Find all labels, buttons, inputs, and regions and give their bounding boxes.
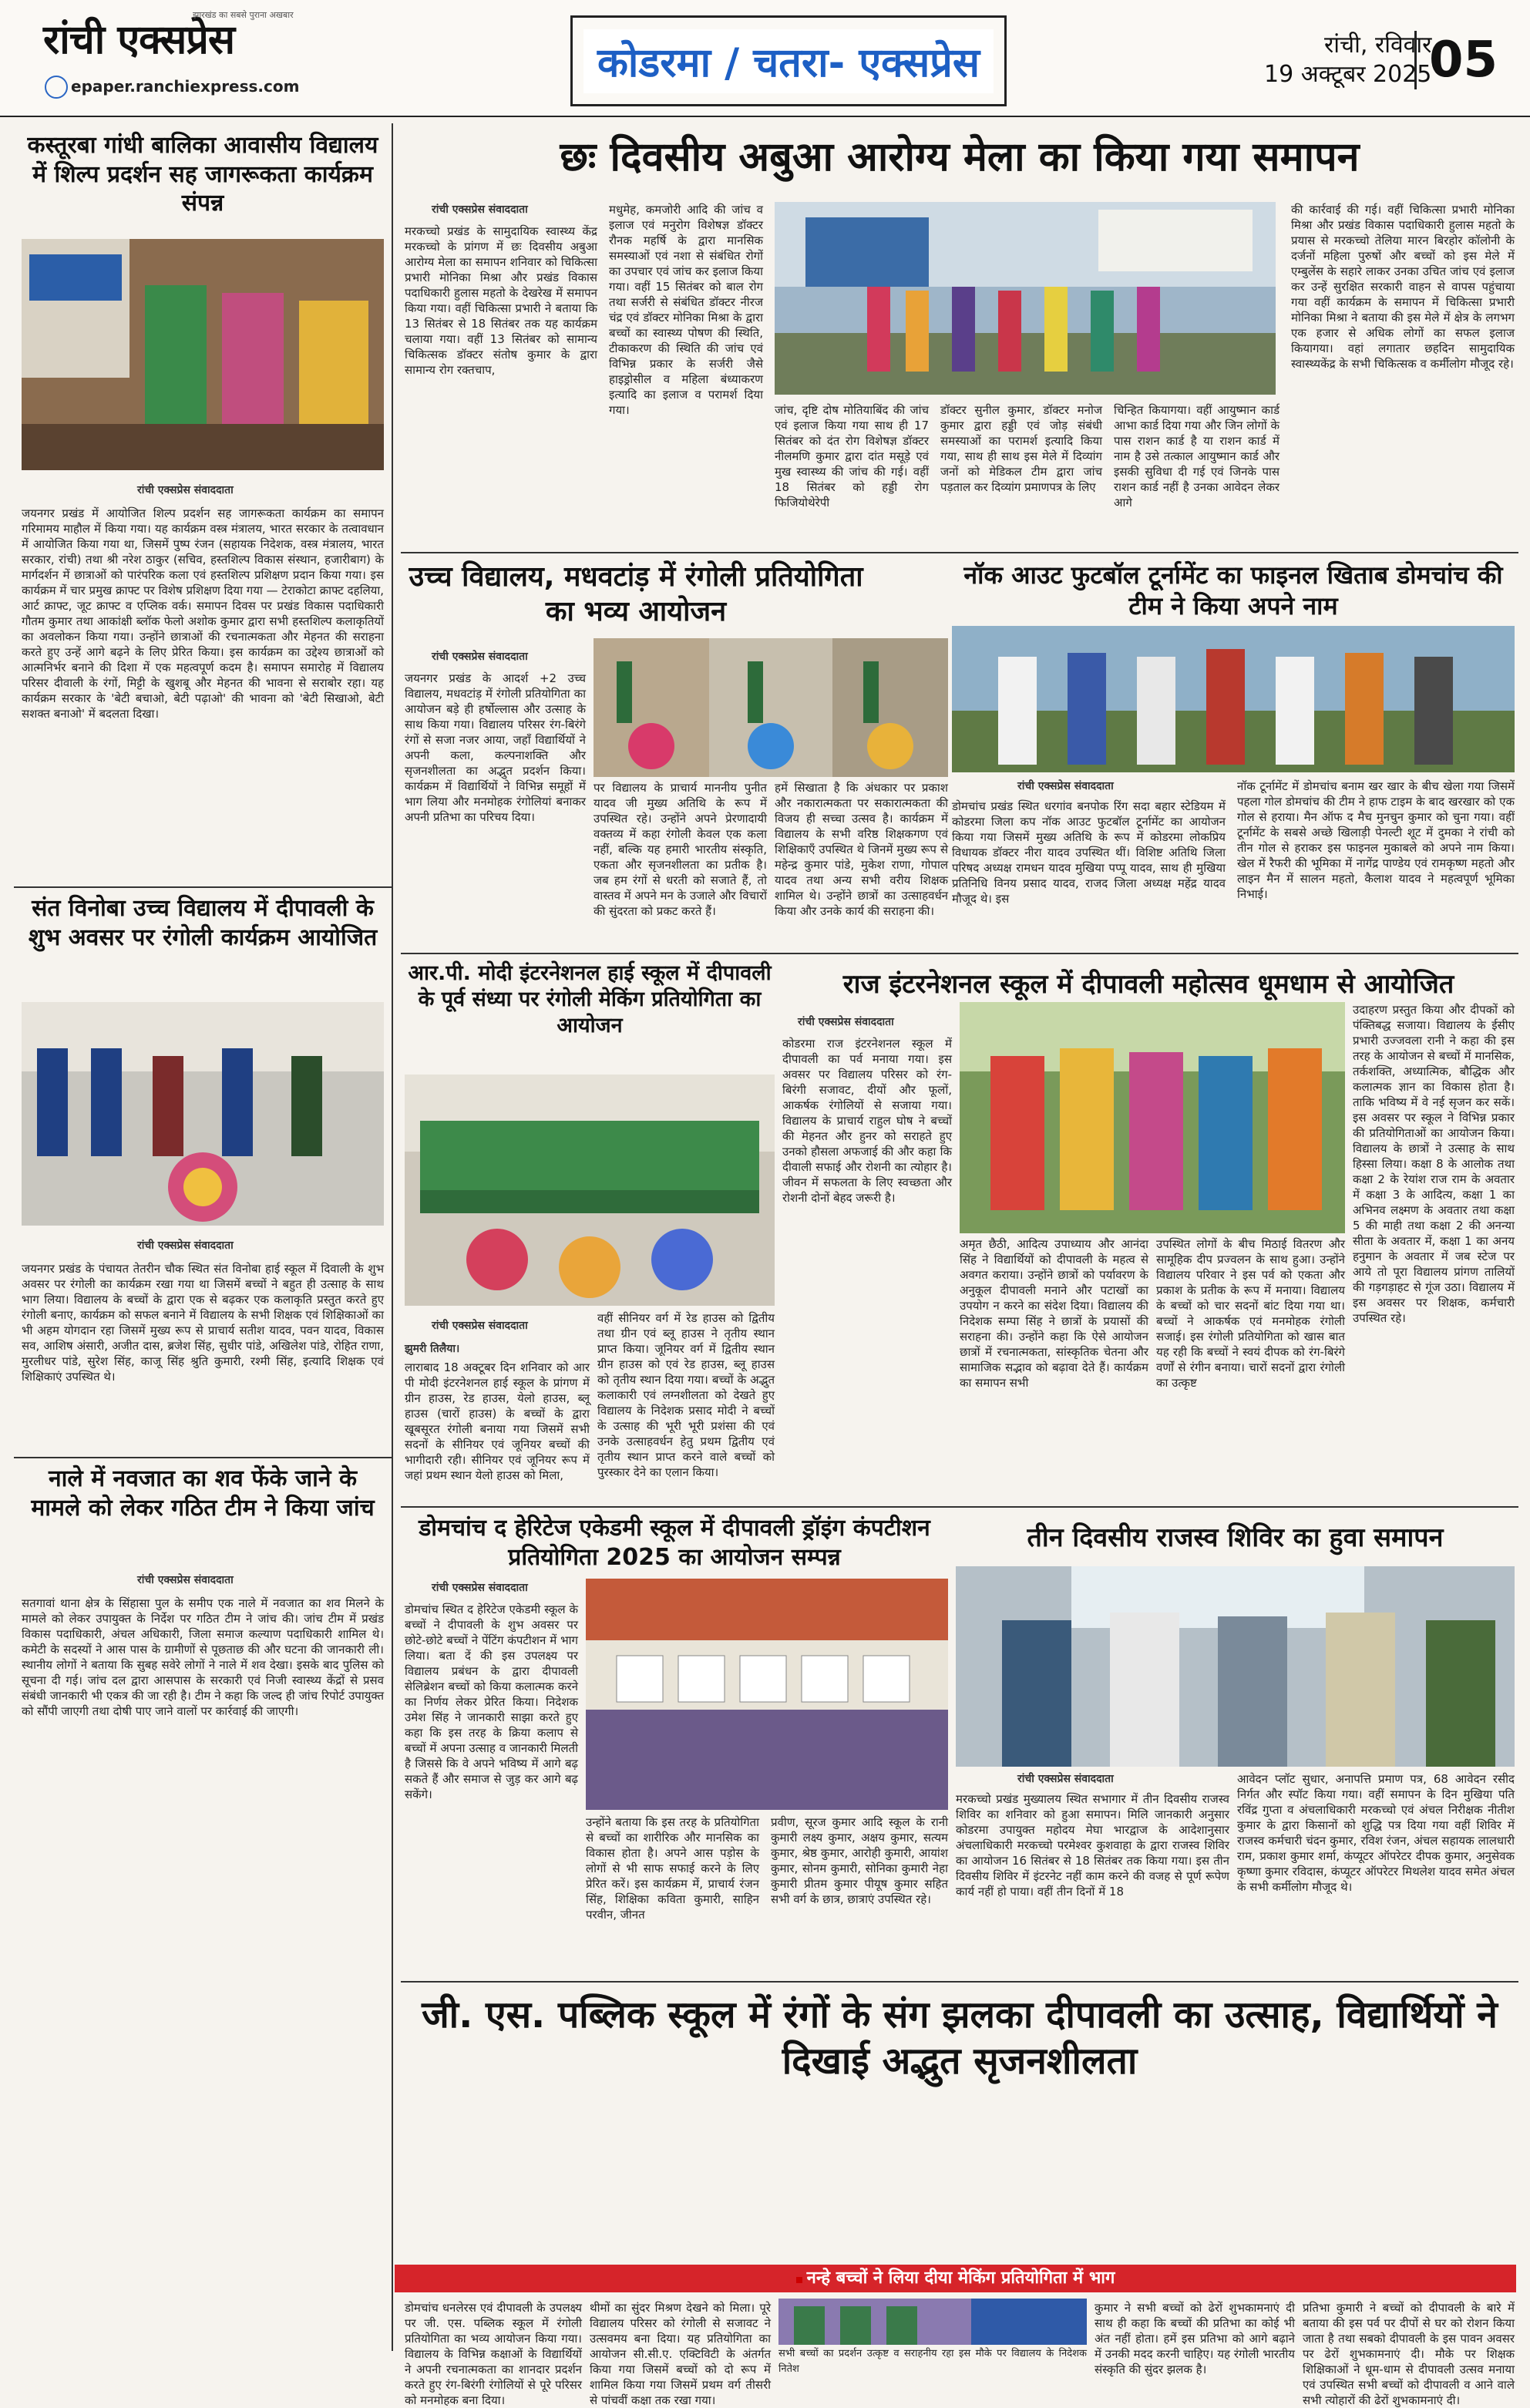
drawing-body-col2: उन्होंने बताया कि इस तरह के प्रतियोगिता से बच्चों का शारीरिक और मानसिक का विकास होता है। अपने आस पड़ोस के लोगों से भी साफ सफाई करने के लिए प्रेरित करें। इस कार्यक्रम में, प्राचार्य रंजन सिंह, शिक्षिका कविता कुमारी, साहिन परवीन, जीनत — [586, 1815, 759, 1922]
shivir-photo — [956, 1566, 1515, 1767]
rpmodi-headline[interactable]: आर.पी. मोदी इंटरनेशनल हाई स्कूल में दीपावली के पूर्व संध्या पर रंगोली मेकिंग प्रतियोगिता का आयोजन — [408, 961, 772, 1038]
football-photo — [952, 626, 1515, 772]
issue-date: 19 अक्टूबर 2025 — [1264, 61, 1432, 88]
left-story1-headline[interactable]: कस्तूरबा गांधी बालिका आवासीय विद्यालय में शिल्प प्रदर्शन सह जागरूकता कार्यक्रम संपन्न — [27, 132, 378, 217]
left-story3-byline: रांची एक्सप्रेस संवाददाता — [137, 1574, 234, 1586]
left-story3-headline[interactable]: नाले में नवजात का शव फेंके जाने के मामले को लेकर गठित टीम ने किया जांच — [31, 1465, 375, 1522]
drawing-photo — [586, 1579, 948, 1810]
divider — [401, 1981, 1518, 1983]
divider — [401, 552, 1518, 553]
main-body-under2: डॉक्टर सुनील कुमार, डॉक्टर मनोज कुमार द्वारा हड्डी एवं जोड़ संबंधी समस्याओं का परामर्श इत्यादि किया गया, साथ ही साथ इस मेले में दिव्यांग जनों को मेडिकल टीम द्वारा जांच पड़ताल कर दिव्यांग प्रमाणपत्र के लिए — [940, 403, 1102, 494]
left-column — [14, 123, 393, 2351]
main-photo — [775, 202, 1276, 395]
shivir-byline: रांची एक्सप्रेस संवाददाता — [1017, 1773, 1114, 1785]
shivir-body-col2: आवेदन प्लॉट सुधार, अनापत्ति प्रमाण पत्र, 68 आवेदन रसीद निर्गत और स्पॉट किया गया। वहीं समापन के दिन मुखिया पति रविंद्र गुप्ता व अंचलाधिकारी मरकच्चो एवं अंचल निरीक्षक नीतीश कुमार के द्वारा किसानों को शुद्धि पत्र दिया गया वहीं शिविर में राजस्व कर्मचारी चंदन कुमार, रविश रंजन, अंचल सहायक लालधारी राम, प्रकाश कुमार शर्मा, कंप्यूटर ऑपरेटर दीपक कुमार, अनुसेवक कृष्णा कुमार रविदास, कंप्यूटर ऑपरेटर मिथलेश यादव समेत अंचल के सभी कर्मीलोग मौजूद थे। — [1237, 1772, 1515, 1894]
rangoli-body-col1: जयनगर प्रखंड के आदर्श +2 उच्च विद्यालय, मधवटांड़ में रंगोली प्रतियोगिता का आयोजन बड़े ही हर्षोल्लास और उत्साह के साथ किया गया। विद्यालय परिसर रंग-बिरंगे रंगों से सजा नजर आया, जहाँ विद्यार्थियों ने अपनी कला, कल्पनाशक्ति और सृजनशीलता का अद्भुत प्रदर्शन किया। कार्यक्रम में विद्यार्थियों ने विभिन्न समूहों में भाग लिया और मनमोहक रंगोलियां बनाकर अपनी प्रतिभा का परिचय दिया। — [405, 671, 586, 824]
gs-subheadline-bar — [395, 2265, 1516, 2292]
gs-body-col4: कुमार ने सभी बच्चों को ढेरों शुभकामनाएं दी साथ ही कहा कि बच्चों की प्रतिभा का कोई भी अंत नहीं होता। हमें इस प्रतिभा को आगे बढ़ाने में उनकी मदद करनी चाहिए। यह रंगोली भारतीय संस्कृति की सुंदर झलक है। — [1095, 2301, 1295, 2376]
drawing-headline[interactable]: डोमचांच द हेरिटेज एकेडमी स्कूल में दीपावली ड्रॉइंग कंपटीशन प्रतियोगिता 2025 का आयोजन सम्पन्न — [419, 1515, 930, 1571]
logo-tagline: झारखंड का सबसे पुराना अखबार — [193, 10, 294, 20]
bullet-icon — [796, 2277, 802, 2283]
rangoli-body-col2: पर विद्यालय के प्राचार्य माननीय पुनीत यादव जी मुख्य अतिथि के रूप में उपस्थित रहे। उन्होंने अपने प्रेरणादायी वक्तव्य में कहा रंगोली केवल एक कला नहीं, बल्कि यह हमारी भारतीय संस्कृति, एकता और सृजनशीलता का प्रतीक है। जब हम रंगों से धरती को सजाते हैं, तो वास्तव में अपने मन के उजाले और विचारों की सुंदरता को प्रकट करते हैं। — [594, 781, 767, 918]
masthead — [0, 0, 1530, 117]
main-body-col2: मधुमेह, कमजोरी आदि की जांच व इलाज एवं मनुरोग विशेषज्ञ डॉक्टर रौनक महर्षि के द्वारा मानसिक समस्याओं एवं नशा से संबंधित रोगों का उपचार एवं जांच कर इलाज किया गया। वहीं 15 सितंबर को बाल रोग तथा सर्जरी से संबंधित डॉक्टर नीरज चंद्र एवं डॉक्टर मोनिका मिश्रा के द्वारा बच्चों का स्वास्थ्य पोषण की स्थिति, टीकाकरण की स्थिति की जांच एवं विभिन्न प्रकार के सर्जरी जैसे हाइड्रोसील व महिला बंध्याकरण इत्यादि का इलाज व परामर्श दिया गया। — [609, 203, 763, 417]
main-headline[interactable]: छः दिवसीय अबुआ आरोग्य मेला का किया गया समापन — [560, 134, 1360, 180]
rangoli-byline: रांची एक्सप्रेस संवाददाता — [432, 651, 528, 663]
drawing-body-col3: प्रवीण, सूरज कुमार आदि स्कूल के रानी कुमारी लक्ष्य कुमार, अक्षय कुमार, सत्यम कुमार, श्रेष्ठ कुमार, आरोही कुमारी, आयांश कुमार, सोनम कुमारी, सोनिका कुमारी नेहा कुमारी प्रीतम कुमार पीयूष कुमार सहित सभी वर्ग के छात्र, छात्राएं उपस्थित रहे। — [771, 1815, 948, 1906]
raj-headline[interactable]: राज इंटरनेशनल स्कूल में दीपावली महोत्सव धूमधाम से आयोजित — [842, 969, 1454, 1000]
rangoli-headline[interactable]: उच्च विद्यालय, मधवटांड़ में रंगोली प्रतियोगिता का भव्य आयोजन — [409, 561, 863, 627]
rpmodi-byline: रांची एक्सप्रेस संवाददाता — [432, 1320, 528, 1332]
left-story1-photo — [22, 239, 384, 470]
raj-body-col2: अमृत छैठी, आदित्य उपाध्याय और आनंदा सिंह ने विद्यार्थियों को दीपावली के महत्व से अवगत कराया। उन्होंने छात्रों को पर्यावरण के अनुकूल दीपावली मनाने और पटाखों का उपयोग न करने का संदेश दिया। विद्यालय की निदेशक सम्पा सिंह ने छात्रों के प्रयासों की सराहना की। उन्होंने कहा कि ऐसे आयोजन छात्रों में रचनात्मकता, सांस्कृतिक चेतना और सामाजिक सद्भाव को बढ़ावा देते हैं। कार्यक्रम का समापन सभी — [960, 1237, 1148, 1390]
newspaper-logo[interactable]: रांची एक्सप्रेस — [43, 16, 235, 63]
gs-body-col3: सभी बच्चों का प्रदर्शन उत्कृष्ट व सराहनीय रहा इस मौके पर विद्यालय के निदेशक नितेश — [778, 2348, 1087, 2375]
gs-photo — [778, 2299, 1087, 2345]
gs-headline[interactable]: जी. एस. पब्लिक स्कूल में रंगों के संग झलका दीपावली का उत्साह, विद्यार्थियों ने दिखाई अद्भुत सृजनशीलता — [422, 1993, 1498, 2083]
main-body-under1: जांच, दृष्टि दोष मोतियाबिंद की जांच एवं इलाज किया गया साथ ही 17 सितंबर को दंत रोग विशेषज्ञ डॉक्टर नीलमणि कुमार द्वारा दांत मसूड़े एवं मुख स्वास्थ्य की जांच की गई। वहीं 18 सितंबर को हड्डी रोग फिजियोथेरेपी — [775, 403, 929, 510]
section-title — [570, 15, 1007, 106]
divider — [401, 1506, 1518, 1508]
section-title-text: कोडरमा / चतरा- एक्सप्रेस — [583, 29, 994, 93]
gs-body-col2: थीमों का सुंदर मिश्रण देखने को मिला। पूरे विद्यालय परिसर को रंगोली से सजावट ने उत्सवमय बना दिया। यह प्रतियोगिता का आयोजन सी.सी.ए. एक्टिविटी के अंतर्गत किया गया जिसमें बच्चों को दो रूप में शामिल किया गया जिसमें प्रथम वर्ग तीसरी से पांचवीं कक्षा तक रखा गया। — [590, 2301, 771, 2407]
gs-subheadline: नन्हे बच्चों ने लिया दीया मेकिंग प्रतियोगिता में भाग — [806, 2268, 1115, 2288]
rpmodi-body-col1: लाराबाद 18 अक्टूबर दिन शनिवार को आर पी मोदी इंटरनेशनल हाई स्कूल के प्रांगण में ग्रीन हाउस, रेड हाउस, येलो हाउस, ब्लू हाउस (चारों हाउस) के बच्चों के द्वारा खूबसूरत रंगोली बनाया गया जिसमें सभी सदनों के सीनियर एवं जूनियर बच्चों की भागीदारी रही। सीनियर एवं जूनियर रूप में जहां प्रथम स्थान येलो हाउस को मिला, — [405, 1360, 590, 1482]
gs-body-col5: प्रतिभा कुमारी ने बच्चों को दीपावली के बारे में बताया की इस पर्व पर दीपों से घर को रोशन किया जाता है तथा सबको दीपावली के इस पावन अवसर पर ढेरों शुभकामनाएं दी। मौके पर शिक्षक शिक्षिकाओं ने धूम-धाम से दीपावली उत्सव मनाया एवं उपस्थित सभी बच्चों को दीपावली व आने वाले सभी त्योहारों की ढेरों शुभकामनाएं दी। — [1303, 2301, 1515, 2407]
main-body-col5: की कार्रवाई की गई। वहीं चिकित्सा प्रभारी मोनिका मिश्रा और प्रखंड विकास पदाधिकारी हुलास महतो के प्रयास से मरकच्चो तेलिया मारन बिरहोर कॉलोनी के दर्जनों महिला पुरुषों और बच्चों को इस मेले में एम्बुलेंस के सहारे लाकर उनका उचित जांच एवं इलाज कर उन्हें सुरक्षित सरकारी वाहन से वापस पहुंचाया गया वहीं कार्यक्रम के समापन में चिकित्सा प्रभारी मोनिका मिश्रा ने बताया की इस मेले में क्षेत्र के लगभग एक हजार से अधिक लोगों का सफल इलाज कियागया। वहां लगातार छहदिन सामुदायिक स्वास्थ्यकेंद्र के सभी चिकित्सक व कर्मीलोग मौजूद रहे। — [1291, 203, 1515, 371]
epaper-url-link[interactable]: epaper.ranchiexpress.com — [71, 77, 300, 96]
football-byline: रांची एक्सप्रेस संवाददाता — [1017, 780, 1114, 792]
page-number: 05 — [1414, 31, 1498, 89]
globe-icon — [45, 76, 68, 99]
drawing-body-col1: डोमचांच स्थित द हेरिटेज एकेडमी स्कूल के बच्चों ने दीपावली के शुभ अवसर पर छोटे-छोटे बच्चों ने पेंटिंग कंपटीशन में भाग लिया। बता दें की इस उपलक्ष्य पर विद्यालय प्रबंधन के द्वारा दीपावली सेलिब्रेशन बच्चों को किया कलात्मक करने का निर्णय लेकर प्रेरित किया। निदेशक उमेश सिंह ने जानकारी साझा करते हुए कहा कि इस तरह के क्रिया कलाप से बच्चों में अपना उत्साह व जानकारी मिलती है जिससे कि वे अपने भविष्य में आगे बढ़ सकते हैं और समाज से जुड़ कर आगे बढ़ सकेंगे। — [405, 1603, 578, 1801]
raj-body-col3: उपस्थित लोगों के बीच मिठाई वितरण और सामूहिक दीप प्रज्वलन के साथ हुआ। उन्होंने विद्यालय परिवार ने इस पर्व को एकता और प्रकाश के प्रतीक के रूप में मनाया। विद्यालय के बच्चों को चार सदनों बांट दिया गया था। बच्चों ने आकर्षक एवं मनमोहक रंगोली सजाई। इस रंगोली प्रतियोगिता को खास बात यह रही कि बच्चों ने स्वयं दीपक को रंग-बिरंगे वर्णों से रंगीन बनाया। चारों सदनों द्वारा रंगोली का उत्कृष्ट — [1156, 1237, 1345, 1390]
main-body-under3: चिन्हित कियागया। वहीं आयुष्मान कार्ड आभा कार्ड दिया गया और जिन लोगों के पास राशन कार्ड है या राशन कार्ड में नाम है उसे तत्काल आयुष्मान कार्ड और इसकी सुविधा दी गई एवं जिनके पास राशन कार्ड नहीं है उनका आवेदन लेकर आगे — [1114, 403, 1279, 510]
football-headline[interactable]: नॉक आउट फुटबॉल टूर्नामेंट का फाइनल खिताब डोमचांच की टीम ने किया अपने नाम — [963, 560, 1503, 620]
rangoli-body-col3: हमें सिखाता है कि अंधकार पर प्रकाश और नकारात्मकता पर सकारात्मकता की विजय ही सच्चा उत्सव है। कार्यक्रम में विद्यालय के सभी वरिष्ठ शिक्षकगण एवं शिक्षिकाएँ उपस्थित थे जिनमें मुख्य रूप से महेन्द्र कुमार पांडे, मुकेश राणा, गोपाल यादव तथा अन्य सभी वरीय शिक्षक शामिल थे। उन्होंने छात्रों का उत्साहवर्धन किया और उनके कार्य की सराहना की। — [775, 781, 948, 918]
rpmodi-body-col2: वहीं सीनियर वर्ग में रेड हाउस को द्वितीय तथा ग्रीन एवं ब्लू हाउस ने तृतीय स्थान प्राप्त किया। जूनियर वर्ग में द्वितीय स्थान ग्रीन हाउस को एवं रेड हाउस, ब्लू हाउस को तृतीय स्थान दिया गया। बच्चों के अद्भुत कलाकारी एवं लग्नशीलता को देखते हुए विद्यालय के निदेशक प्रसाद मोदी ने बच्चों के उत्साह की भूरी भूरी प्रशंसा की एवं उनके उत्साहवर्धन हेतु प्रथम द्वितीय एवं तृतीय स्थान प्राप्त करने वाले बच्चों को पुरस्कार देने का एलान किया। — [597, 1311, 775, 1479]
raj-byline: रांची एक्सप्रेस संवाददाता — [798, 1016, 894, 1028]
raj-body-col1: कोडरमा राज इंटरनेशनल स्कूल में दीपावली का पर्व मनाया गया। इस अवसर पर विद्यालय परिसर को रंग-बिरंगी सजावट, दीयों और फूलों, आकर्षक रंगोलियों से सजाया गया। विद्यालय के प्राचार्य राहुल घोष ने बच्चों की मेहनत और हुनर को सराहते हुए उनको हौसला अफजाई की और कहा कि दीवाली सफाई और रोशनी का त्योहार है। जीवन में सफलता के लिए स्वच्छता और रोशनी दोनों बेहद जरूरी है। — [782, 1037, 952, 1205]
football-body-col1: डोमचांच प्रखंड स्थित धरगांव बनपोक रिंग सदा बहार स्टेडियम में कोडरमा जिला कप नॉक आउट फुटबॉल टूर्नामेंट का आयोजन किया गया जिसमें मुख्य अतिथि के रूप में कोडरमा लोकप्रिय विधायक डॉक्टर नीरा यादव उपस्थित थीं। विशिष्ट अतिथि जिला परिषद अध्यक्ष रामधन यादव मुखिया पप्पू यादव, साथ ही मुखिया प्रतिनिधि विनय प्रसाद यादव, राजद जिला अध्यक्ष महेंद्र यादव मौजूद थे। इस — [952, 799, 1226, 906]
gs-body-col1: डोमचांच धनलेरस एवं दीपावली के उपलक्ष्य पर जी. एस. पब्लिक स्कूल में रंगोली प्रतियोगिता का भव्य आयोजन किया गया। विद्यालय के विभिन्न कक्षाओं के विद्यार्थियों ने अपनी रचनात्मकता का शानदार प्रदर्शन करते हुए रंग-बिरंगी रंगोलियों से पूरे परिसर को मनमोहक बना दिया। — [405, 2301, 582, 2407]
left-story2-photo — [22, 1002, 384, 1226]
left-story2-headline[interactable]: संत विनोबा उच्च विद्यालय में दीपावली के शुभ अवसर पर रंगोली कार्यक्रम आयोजित — [28, 895, 378, 951]
divider — [14, 1457, 392, 1458]
shivir-headline[interactable]: तीन दिवसीय राजस्व शिविर का हुवा समापन — [1027, 1522, 1444, 1553]
left-story2-body: जयनगर प्रखंड के पंचायत तेतरीन चौक स्थित संत विनोबा हाई स्कूल में दिवाली के शुभ अवसर पर रंगोली का कार्यक्रम रखा गया था जिसमें बच्चों ने बहुत ही उत्साह के साथ भाग लिया। विद्यालय के बच्चों के द्वारा एक से बढ़कर एक कलाकृति प्रस्तुत करते हुए रंगोली बनाए, कार्यक्रम को सफल बनाने में विद्यालय के सभी शिक्षक एवं शिक्षिकाओं का भी अहम योगदान रहा जिसमें मुख्य रूप से प्राचार्य सतीश यादव, पवन यादव, विकास सव, आशिष अंसारी, अजीत दास, ब्रजेश सिंह, सुधीर पांडे, अखिलेश पांडे, रोहित राणा, मुरलीधर पांडे, सुरेश सिंह, काजू सिंह श्रुति कुमारी, रश्मी सिंह, इत्यादि शिक्षक एवं शिक्षिकाएं उपस्थित थे। — [22, 1262, 384, 1384]
left-story3-body: सतगावां थाना क्षेत्र के सिंहासा पुल के समीप एक नाले में नवजात का शव मिलने के मामले को लेकर उपायुक्त के निर्देश पर गठित टीम ने जांच की। जांच टीम में प्रखंड विकास पदाधिकारी, अंचल अधिकारी, जिला समाज कल्याण पदाधिकारी शामिल थे। कमेटी के सदस्यों ने आस पास के ग्रामीणों से पूछताछ की और घटना की जानकारी ली। स्थानीय लोगों ने बताया कि सुबह सवेरे लोगों ने नाले में शव देखा। इसके बाद पुलिस को सूचना दी गई। जांच दल द्वारा आसपास के सरकारी एवं निजी स्वास्थ्य केंद्रों से प्रसव संबंधी जानकारी भी एकत्र की जा रही है। टीम ने कहा कि जल्द ही जांच रिपोर्ट उपायुक्त को सौंपी जाएगी तथा दोषी पाए जाने वालों पर कार्रवाई की जाएगी। — [22, 1596, 384, 1718]
rangoli-photo — [594, 638, 948, 777]
left-story1-body: जयनगर प्रखंड में आयोजित शिल्प प्रदर्शन सह जागरूकता कार्यक्रम का समापन गरिमामय माहौल में किया गया। यह कार्यक्रम वस्त्र मंत्रालय, भारत सरकार के तत्वावधान में आयोजित किया गया था, जिसमें पुष्प रंजन (सहायक निदेशक, वस्त्र मंत्रालय, भारत सरकार, रांची) तथा श्री नरेश ठाकुर (सचिव, हस्तशिल्प विकास संस्थान, हजारीबाग) के मार्गदर्शन में छात्राओं को पारंपरिक कला एवं हस्तशिल्प प्रशिक्षण प्रदान किया गया। इस कार्यक्रम में चार प्रमुख क्राफ्ट पर विशेष प्रशिक्षण दिया गया — टेराकोटा क्राफ्ट दहलिया, आर्ट क्राफ्ट, जूट क्राफ्ट व एप्लिक वर्क। समापन दिवस पर प्रखंड विकास पदाधिकारी गौतम कुमार तथा आकांक्षी ब्लॉक फेलो अशोक कुमार द्वारा सभी हस्तशिल्प कलाकृतियों का अवलोकन किया गया। उन्होंने छात्राओं की रचनात्मकता और मेहनत की सराहना करते हुए उन्हें आगे बढ़ने के लिए प्रेरित किया। इस कार्यक्रम का उद्देश्य छात्राओं को आत्मनिर्भर बनाने की दिशा में एक महत्वपूर्ण कदम है। समापन समारोह में विद्यालय परिसर दीवाली के रंगों, मिट्टी के खुशबू और मेहनत की भावना से सराबोर रहा। यह कार्यक्रम सरकार के 'बेटी बचाओ, बेटी पढ़ाओ' की भावना को 'बेटी सिखाओ, बेटी सशक्त बनाओ' में बदलता दिखा। — [22, 506, 384, 721]
left-story1-byline: रांची एक्सप्रेस संवाददाता — [137, 484, 234, 496]
city-day: रांची, रविवार — [1324, 32, 1432, 59]
left-story2-byline: रांची एक्सप्रेस संवाददाता — [137, 1239, 234, 1252]
divider — [401, 953, 1518, 954]
rpmodi-photo — [405, 1075, 775, 1306]
dateline — [1264, 31, 1431, 89]
divider — [14, 886, 392, 888]
shivir-body-col1: मरकच्चो प्रखंड मुख्यालय स्थित सभागार में तीन दिवसीय राजस्व शिविर का शनिवार को हुआ समापन। मिलि जानकारी अनुसार कोडरमा उपायुक्त महोदय मेघा भारद्वाज के आदेशानुसार अंचलाधिकारी मरकच्चो परमेश्वर कुशवाहा के द्वारा राजस्व शिविर का आयोजन 16 सितंबर से 18 सितंबर तक किया गया। इस तीन दिवसीय शिविर में इंटरनेट नहीं काम करने की वजह से पूर्ण रूपेण कार्य नहीं हो पाया। वहीं तीन दिनों में 18 — [956, 1792, 1229, 1898]
football-body-col2: नॉक टूर्नामेंट में डोमचांच बनाम खर खार के बीच खेला गया जिसमें पहला गोल डोमचांच की टीम ने हाफ टाइम के बाद खरखार को एक गोल से हराया। मैन ऑफ द मैच मुनचुन कुमार को चुना गया। वहीं टूर्नामेंट के सबसे अच्छे खिलाड़ी पेनल्टी शूट में दुमका ने रांची को तीन गोल से हराकर इस फाइनल मुकाबले को अपने नाम किया। खेल में रैफरी की भूमिका में नागेंद्र पाण्डेय एवं रामकृष्ण महतो और लाइन मैन में सालन महतो, कैलाश यादव ने महत्वपूर्ण भूमिका निभाई। — [1237, 779, 1515, 901]
drawing-byline: रांची एक्सप्रेस संवाददाता — [432, 1582, 528, 1594]
main-byline: रांची एक्सप्रेस संवाददाता — [432, 203, 528, 216]
main-body-col1: मरकच्चो प्रखंड के सामुदायिक स्वास्थ्य केंद्र मरकच्चो के प्रांगण में छः दिवसीय अबुआ आरोग्य मेला का समापन शनिवार को चिकित्सा प्रभारी मोनिका मिश्रा और प्रखंड विकास पदाधिकारी हुलास महतो के देखरेख में समापन किया गया। वहीं चिकित्सा प्रभारी ने बताया कि 13 सितंबर से 18 सितंबर तक यह कार्यक्रम चलाया गया। वहीं 13 सितंबर को सामान्य चिकित्सक डॉक्टर संतोष कुमार के द्वारा सामान्य रोग रक्तचाप, — [405, 224, 597, 377]
rpmodi-dateline: झुमरी तिलैया। — [405, 1343, 460, 1355]
raj-photo — [960, 1002, 1345, 1233]
raj-body-col4: उदाहरण प्रस्तुत किया और दीपकों को पंक्तिबद्ध सजाया। विद्यालय के ईसीए प्रभारी उज्जवला रानी ने कहा की इस तरह के आयोजन से बच्चों में मानसिक, तर्कशक्ति, अध्यात्मिक, बौद्धिक और कलात्मक ज्ञान का विकास होता है। ताकि भविष्य में वे नई सृजन कर सकें। इस अवसर पर स्कूल ने विभिन्न प्रकार की प्रतियोगिताओं का आयोजन किया। विद्यालय के छात्रों ने उत्साह के साथ हिस्सा लिया। कक्षा 8 के आलोक तथा कक्षा 2 के रेयांश राज राम के अवतार में कक्षा 3 के आदित्य, कक्षा 1 का अभिनव लक्ष्मण के अवतार तथा कक्षा 5 की माही तथा कक्षा 2 की अनन्या सीता के अवतार में, कक्षा 1 का अनय हनुमान के अवतार में जब स्टेज पर आये तो पूरा विद्यालय प्रांगण तालियों की गड़गड़ाहट से गूंज उठा। विद्यालय में इस अवसर पर शिक्षक, कर्मचारी उपस्थित रहे। — [1353, 1003, 1515, 1325]
